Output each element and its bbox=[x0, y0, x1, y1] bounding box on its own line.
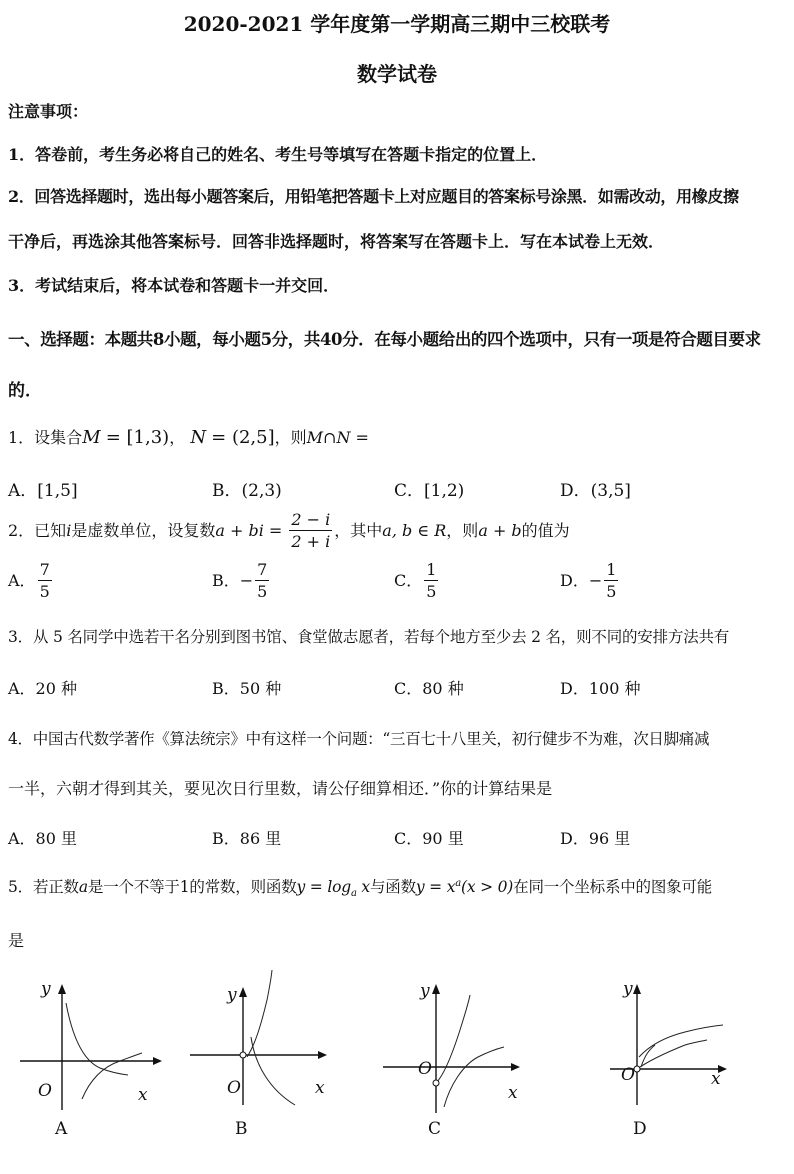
question-3: 3．从 5 名同学中选若干名分别到图书馆、食堂做志愿者，若每个地方至少去 2 名，则不同的安排方法共有 bbox=[8, 628, 730, 646]
q2-fraction: $\frac{2 - i}{2 + i}$ bbox=[291, 510, 331, 551]
notice-item-2a: 2．回答选择题时，选出每小题答案后，用铅笔把答题卡上对应题目的答案标号涂黑．如需改动，用橡皮擦 bbox=[8, 187, 739, 206]
question-4-line2: 一半，六朝才得到其关，要见次日行里数，请公仔细算相还．”你的计算结果是 bbox=[8, 779, 553, 798]
graph-b-label: B bbox=[235, 1119, 248, 1139]
question-1: 1．设集合M = [1,3)， N = (2,5]，则M∩N = bbox=[8, 427, 369, 448]
q1-option-c: C．[1,2) bbox=[394, 481, 465, 501]
graph-b-origin-label: O bbox=[227, 1078, 241, 1098]
graph-a-plot bbox=[10, 975, 180, 1115]
graph-c-y-label: y bbox=[420, 981, 430, 1001]
graph-d-origin-label: O bbox=[621, 1065, 635, 1085]
graph-a-origin-label: O bbox=[38, 1081, 52, 1101]
notice-item-3: 3．考试结束后，将本试卷和答题卡一并交回． bbox=[8, 276, 340, 295]
q3-option-b: B．50 种 bbox=[212, 679, 282, 698]
graph-c-origin-label: O bbox=[418, 1059, 432, 1079]
q4-option-a: A．80 里 bbox=[8, 829, 78, 848]
question-2: 2．已知i是虚数单位，设复数a + bi = $\frac{2 - i}{2 + i}$ ，其中a, b ∈ R，则a + b的值为 bbox=[8, 510, 570, 551]
graph-c-x-label: x bbox=[508, 1083, 518, 1103]
q3-option-a: A．20 种 bbox=[8, 679, 78, 698]
q1-option-d: D．(3,5] bbox=[560, 481, 631, 501]
q4-option-c: C．90 里 bbox=[394, 829, 464, 848]
graph-b bbox=[185, 965, 345, 1150]
graph-d-x-label: x bbox=[711, 1069, 721, 1089]
section-heading-line2: 的． bbox=[8, 381, 42, 401]
graph-b-y-label: y bbox=[227, 985, 237, 1005]
graph-a-x-label: x bbox=[138, 1085, 148, 1105]
question-4-line1: 4．中国古代数学著作《算法统宗》中有这样一个问题：“三百七十八里关，初行健步不为难，次日脚痛减 bbox=[8, 730, 710, 748]
q2-option-d: D．− $\frac{1}{5}$ bbox=[560, 560, 617, 601]
graph-c bbox=[378, 975, 538, 1150]
graph-c-label: C bbox=[428, 1119, 442, 1139]
q3-option-c: C．80 种 bbox=[394, 679, 464, 698]
graph-a-y-label: y bbox=[41, 979, 51, 999]
notice-heading: 注意事项： bbox=[8, 102, 89, 121]
q2-option-c: C． $\frac{1}{5}$ bbox=[394, 560, 437, 601]
section-heading-line1: 一、选择题：本题共8小题，每小题5分，共40分．在每小题给出的四个选项中，只有一项是符合题目要求 bbox=[8, 330, 761, 349]
graph-b-x-label: x bbox=[315, 1078, 325, 1098]
q4-option-d: D．96 里 bbox=[560, 829, 631, 848]
question-5-line1: 5．若正数a是一个不等于1的常数，则函数$y = \log_a x$与函数$y = x^a(x > 0)$在同一个坐标系中的图象可能 bbox=[8, 877, 713, 900]
graph-d-label: D bbox=[633, 1119, 647, 1139]
graph-d bbox=[605, 975, 755, 1150]
q2-option-b: B．− $\frac{7}{5}$ bbox=[212, 560, 268, 601]
q4-option-b: B．86 里 bbox=[212, 829, 282, 848]
notice-item-1: 1．答卷前，考生务必将自己的姓名、考生号等填写在答题卡指定的位置上． bbox=[8, 145, 548, 164]
exam-title: 2020-2021 学年度第一学期高三期中三校联考 bbox=[183, 12, 611, 36]
graph-a bbox=[10, 975, 180, 1150]
q1-option-b: B．(2,3) bbox=[212, 481, 282, 501]
graph-d-y-label: y bbox=[623, 979, 633, 999]
exam-subtitle: 数学试卷 bbox=[357, 62, 437, 86]
notice-item-2b: 干净后，再选涂其他答案标号．回答非选择题时，将答案写在答题卡上．写在本试卷上无效． bbox=[8, 232, 665, 251]
q2-option-a: A． $\frac{7}{5}$ bbox=[8, 560, 50, 601]
graph-a-label: A bbox=[55, 1119, 68, 1139]
q1-option-a: A．[1,5] bbox=[8, 481, 78, 501]
question-5-line2: 是 bbox=[8, 931, 25, 950]
q3-option-d: D．100 种 bbox=[560, 679, 641, 698]
